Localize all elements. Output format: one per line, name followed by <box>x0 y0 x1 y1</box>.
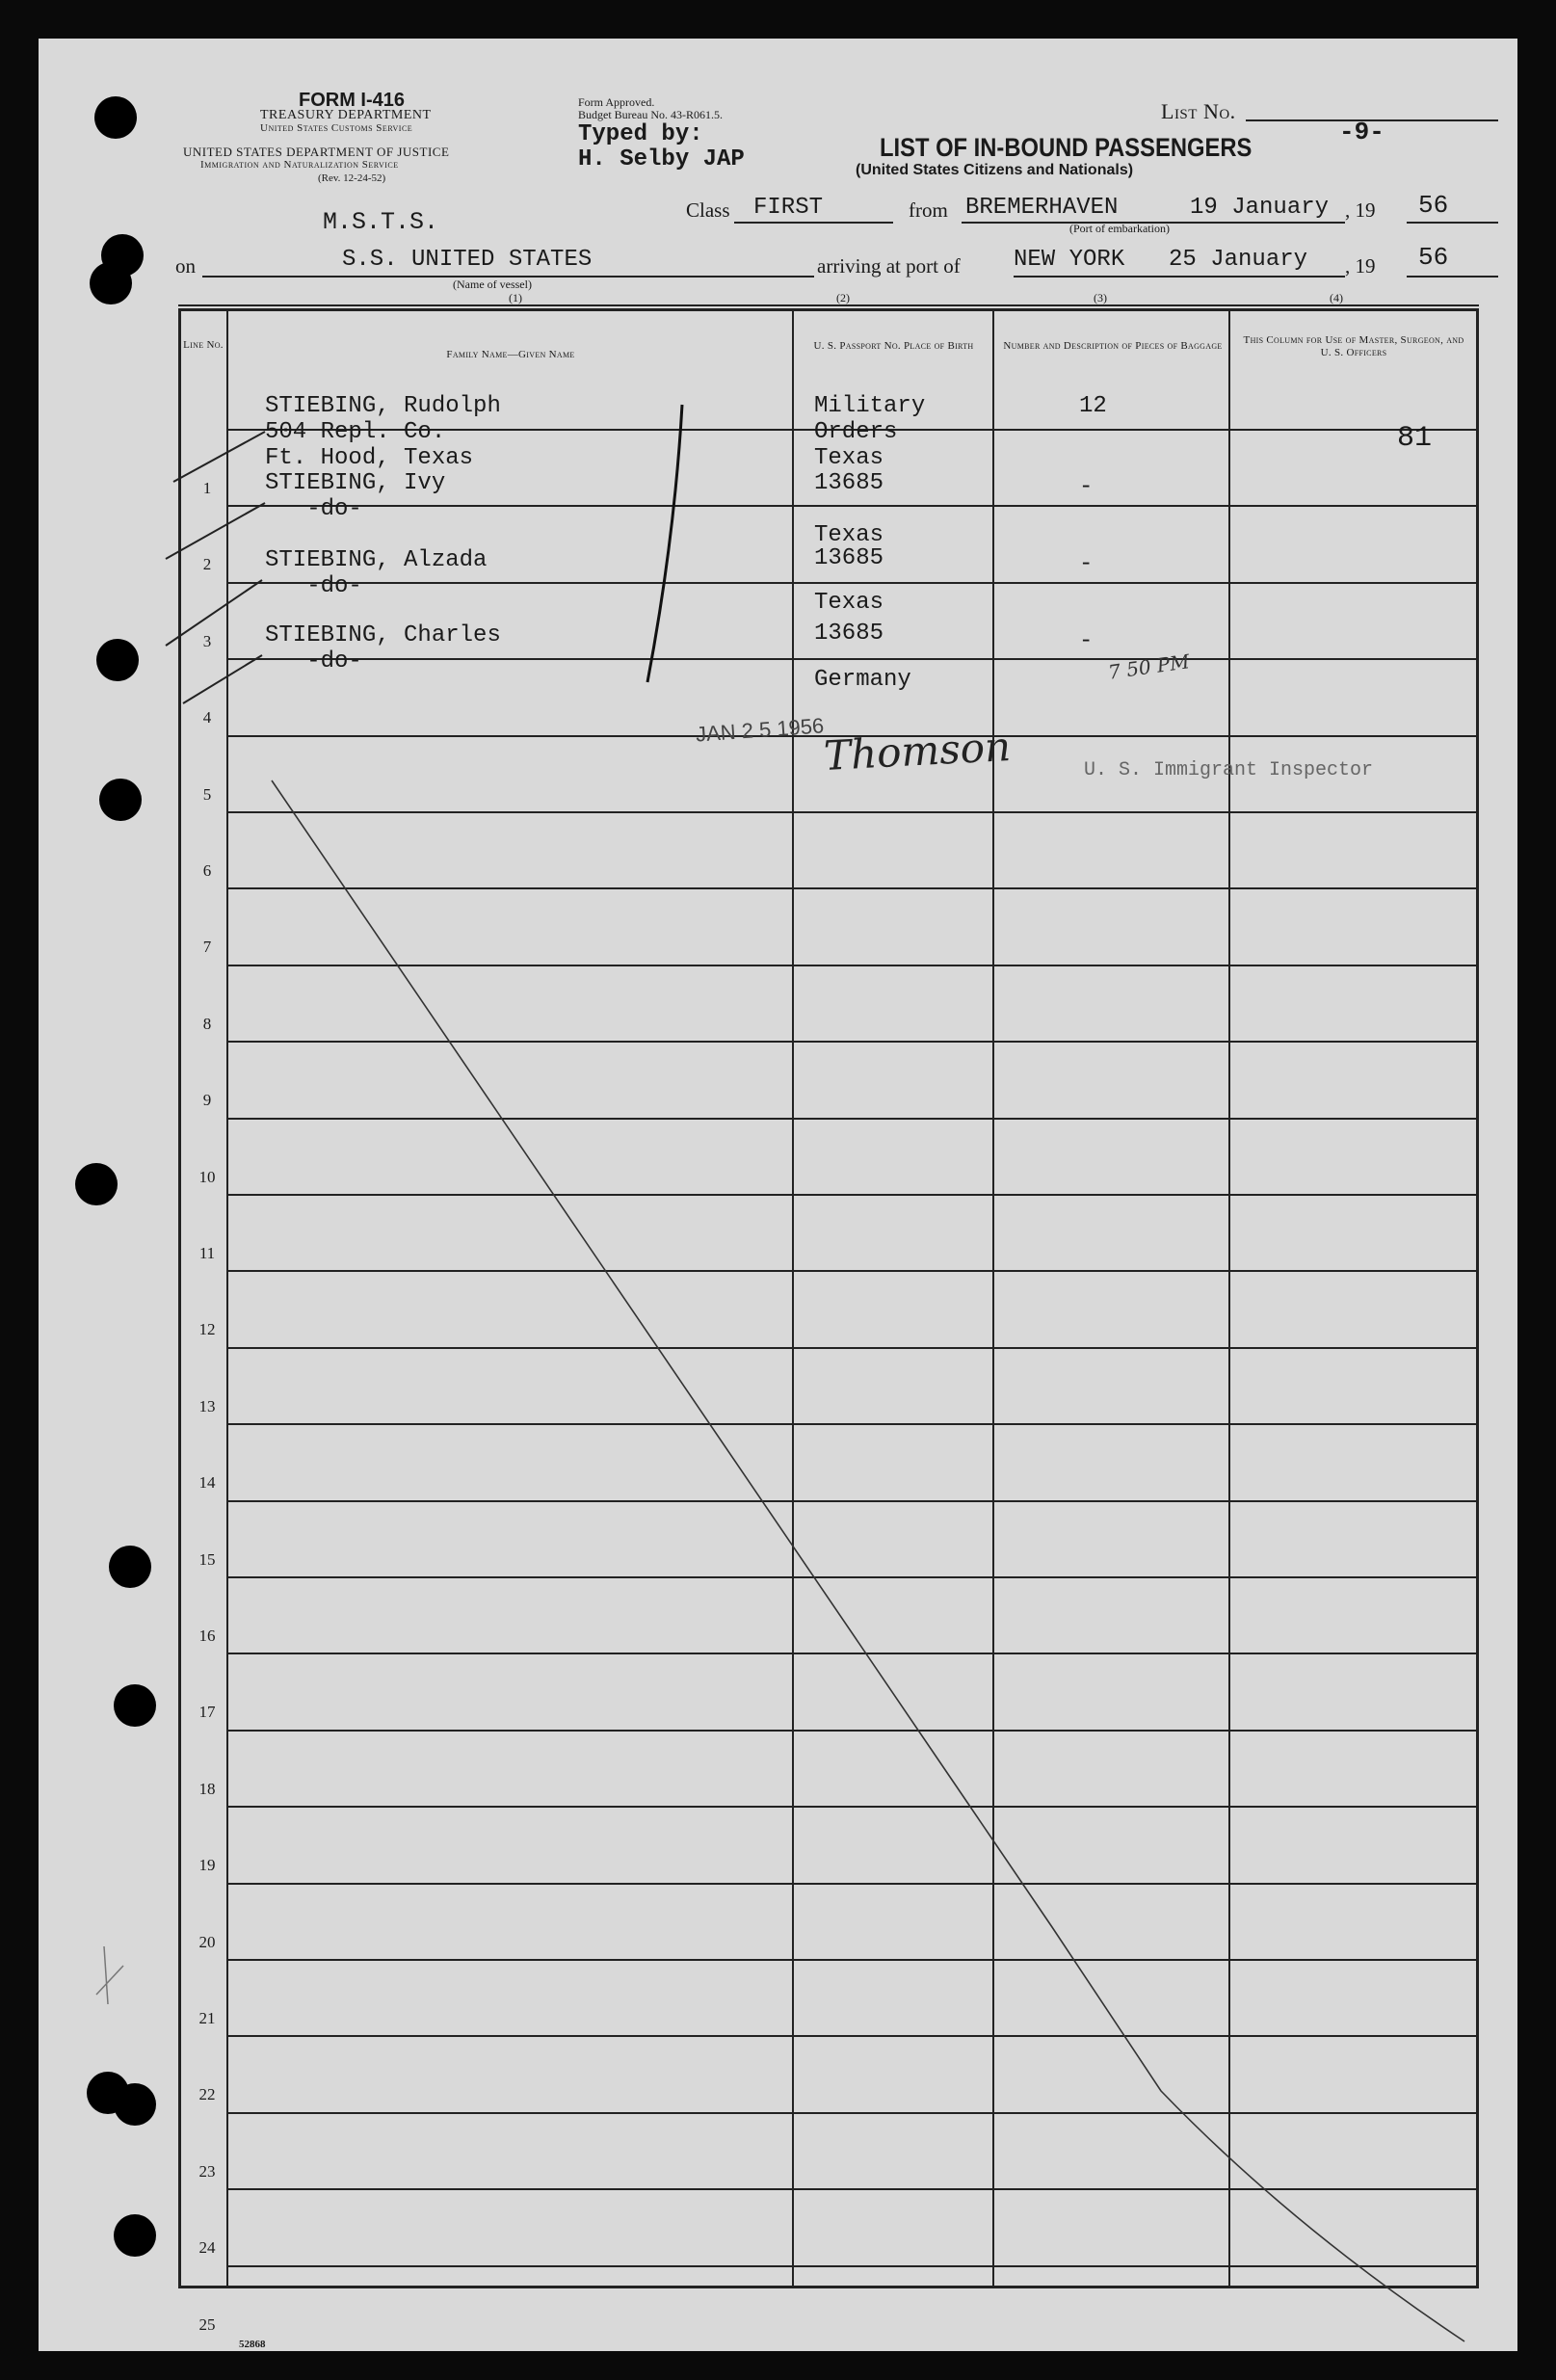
col-header-baggage: Number and Description of Pieces of Baggage <box>1003 340 1223 352</box>
from-year-underline <box>1407 222 1498 224</box>
form-approved: Form Approved. <box>578 95 655 109</box>
passenger-3-baggage: - <box>1079 551 1094 577</box>
passenger-3-passport: 13685 Texas <box>814 545 884 616</box>
arriving-label: arriving at port of <box>817 254 961 278</box>
from-year-prefix: , 19 <box>1345 198 1376 222</box>
from-port: BREMERHAVEN <box>965 195 1119 221</box>
arrival-year: 56 <box>1418 243 1449 272</box>
row-divider <box>226 1730 1479 1732</box>
line-number: 6 <box>202 861 212 880</box>
class-label: Class <box>686 198 730 222</box>
row-divider <box>226 1959 1479 1961</box>
passenger-1-baggage: 12 <box>1079 393 1107 419</box>
row-divider <box>226 1118 1479 1120</box>
col-number-1: (1) <box>509 291 522 304</box>
justice-dept: UNITED STATES DEPARTMENT OF JUSTICE <box>183 145 450 159</box>
col-number-4: (4) <box>1330 291 1343 304</box>
revision-date: (Rev. 12-24-52) <box>318 172 386 184</box>
ins-service: Immigration and Naturalization Service <box>200 159 399 171</box>
budget-bureau: Budget Bureau No. 43-R061.5. <box>578 108 723 121</box>
row-divider <box>226 1500 1479 1502</box>
col-header-name: Family Name—Given Name <box>446 349 575 360</box>
line-number: 5 <box>202 785 212 804</box>
line-number: 3 <box>202 632 212 650</box>
line-number: 18 <box>198 1780 216 1798</box>
list-no-label: List No. <box>1161 99 1236 123</box>
inspector-title: U. S. Immigrant Inspector <box>1084 759 1374 781</box>
line-number: 9 <box>202 1091 212 1109</box>
form-number: FORM I-416 <box>299 90 406 111</box>
row-divider <box>226 1270 1479 1272</box>
binder-hole <box>94 96 137 139</box>
form-page <box>39 39 1517 2351</box>
col-header-passport: U. S. Passport No. Place of Birth <box>813 340 974 352</box>
passenger-1-name: STIEBING, Rudolph 504 Repl. Co. Ft. Hood, Texas <box>265 393 501 471</box>
passenger-2-passport: 13685 Texas <box>814 470 884 548</box>
row-divider <box>226 1423 1479 1425</box>
arrival-port: NEW YORK <box>1014 247 1125 273</box>
line-number: 10 <box>198 1168 216 1186</box>
row-divider <box>226 1883 1479 1885</box>
row-divider <box>226 1576 1479 1578</box>
class-value: FIRST <box>753 195 824 221</box>
row-divider <box>226 2035 1479 2037</box>
line-number: 15 <box>198 1550 216 1569</box>
passenger-4-name: STIEBING, Charles -do- <box>265 622 501 674</box>
line-number: 1 <box>202 479 212 497</box>
from-date: 19 January <box>1190 195 1330 221</box>
line-number: 16 <box>198 1626 216 1645</box>
col-header-officers: This Column for Use of Master, Surgeon, and U. S. Officers <box>1243 334 1464 358</box>
row-divider <box>226 2265 1479 2267</box>
class-underline <box>734 222 893 224</box>
arrival-underline <box>1014 276 1345 278</box>
line-number: 4 <box>202 708 212 727</box>
passenger-4-baggage: - <box>1079 628 1094 654</box>
port-caption: (Port of embarkation) <box>1069 222 1170 235</box>
typed-by-value: H. Selby JAP <box>578 146 745 172</box>
col-divider-2 <box>992 308 994 2288</box>
binder-hole <box>99 779 142 821</box>
on-label: on <box>175 254 196 278</box>
row-divider <box>226 887 1479 889</box>
line-number: 17 <box>198 1703 216 1721</box>
arrival-year-underline <box>1407 276 1498 278</box>
line-number: 20 <box>198 1933 216 1951</box>
line-number: 21 <box>198 2009 216 2027</box>
passenger-4-passport: 13685 Germany <box>814 621 911 693</box>
passenger-1-passport: Military Orders Texas <box>814 393 926 471</box>
line-number: 7 <box>202 938 212 956</box>
from-label: from <box>909 198 948 222</box>
arrival-date: 25 January <box>1169 247 1308 273</box>
col-divider-line <box>226 308 228 2288</box>
vessel-name: S.S. UNITED STATES <box>342 247 593 273</box>
list-no-value: -9- <box>1339 118 1385 146</box>
line-number: 12 <box>198 1320 216 1338</box>
form-subtitle: (United States Citizens and Nationals) <box>856 162 1134 178</box>
binder-hole <box>75 1163 118 1205</box>
vessel-caption: (Name of vessel) <box>453 278 532 291</box>
line-number: 24 <box>198 2238 216 2257</box>
row-divider <box>226 1806 1479 1808</box>
col-divider-3 <box>1228 308 1230 2288</box>
agency: M.S.T.S. <box>323 208 439 236</box>
line-number: 25 <box>198 2315 216 2334</box>
row-divider <box>226 2188 1479 2190</box>
binder-hole <box>90 262 132 304</box>
row-divider <box>226 1347 1479 1349</box>
binder-hole <box>114 2214 156 2257</box>
row-divider <box>226 811 1479 813</box>
customs-service: United States Customs Service <box>260 122 413 134</box>
row-divider <box>226 1194 1479 1196</box>
line-number: 23 <box>198 2162 216 2181</box>
line-number: 14 <box>198 1473 216 1492</box>
line-number: 2 <box>202 555 212 573</box>
passenger-2-baggage: - <box>1079 474 1094 500</box>
passenger-3-name: STIEBING, Alzada -do- <box>265 547 488 599</box>
row-divider <box>226 1653 1479 1654</box>
table-top-double <box>178 304 1479 306</box>
col-number-2: (2) <box>836 291 850 304</box>
row-divider <box>226 1041 1479 1043</box>
row-divider <box>226 965 1479 966</box>
inspector-signature: Thomson <box>822 722 1013 780</box>
passenger-1-officer: 81 <box>1397 422 1433 455</box>
arrival-time-note: 7 50 PM <box>1106 649 1192 684</box>
line-number: 13 <box>198 1397 216 1415</box>
line-number: 8 <box>202 1015 212 1033</box>
col-number-3: (3) <box>1094 291 1107 304</box>
line-number: 19 <box>198 1856 216 1874</box>
binder-hole <box>96 639 139 681</box>
printer-number: 52868 <box>239 2339 266 2350</box>
arrival-year-prefix: , 19 <box>1345 254 1376 278</box>
margin-tick <box>96 1946 123 2004</box>
binder-hole <box>114 1684 156 1727</box>
line-number: 11 <box>198 1244 216 1262</box>
date-stamp: JAN 2 5 1956 <box>695 713 825 747</box>
treasury-dept: TREASURY DEPARTMENT <box>260 108 432 122</box>
binder-hole <box>114 2083 156 2126</box>
binder-hole <box>109 1546 151 1588</box>
line-no-header: Line No. <box>183 339 224 351</box>
col-divider-1 <box>792 308 794 2288</box>
row-divider <box>226 2112 1479 2114</box>
typed-by-label: Typed by: <box>578 121 703 147</box>
from-year: 56 <box>1418 191 1449 220</box>
line-number: 22 <box>198 2085 216 2103</box>
form-title: LIST OF IN-BOUND PASSENGERS <box>880 133 1253 162</box>
passenger-2-name: STIEBING, Ivy -do- <box>265 470 446 522</box>
